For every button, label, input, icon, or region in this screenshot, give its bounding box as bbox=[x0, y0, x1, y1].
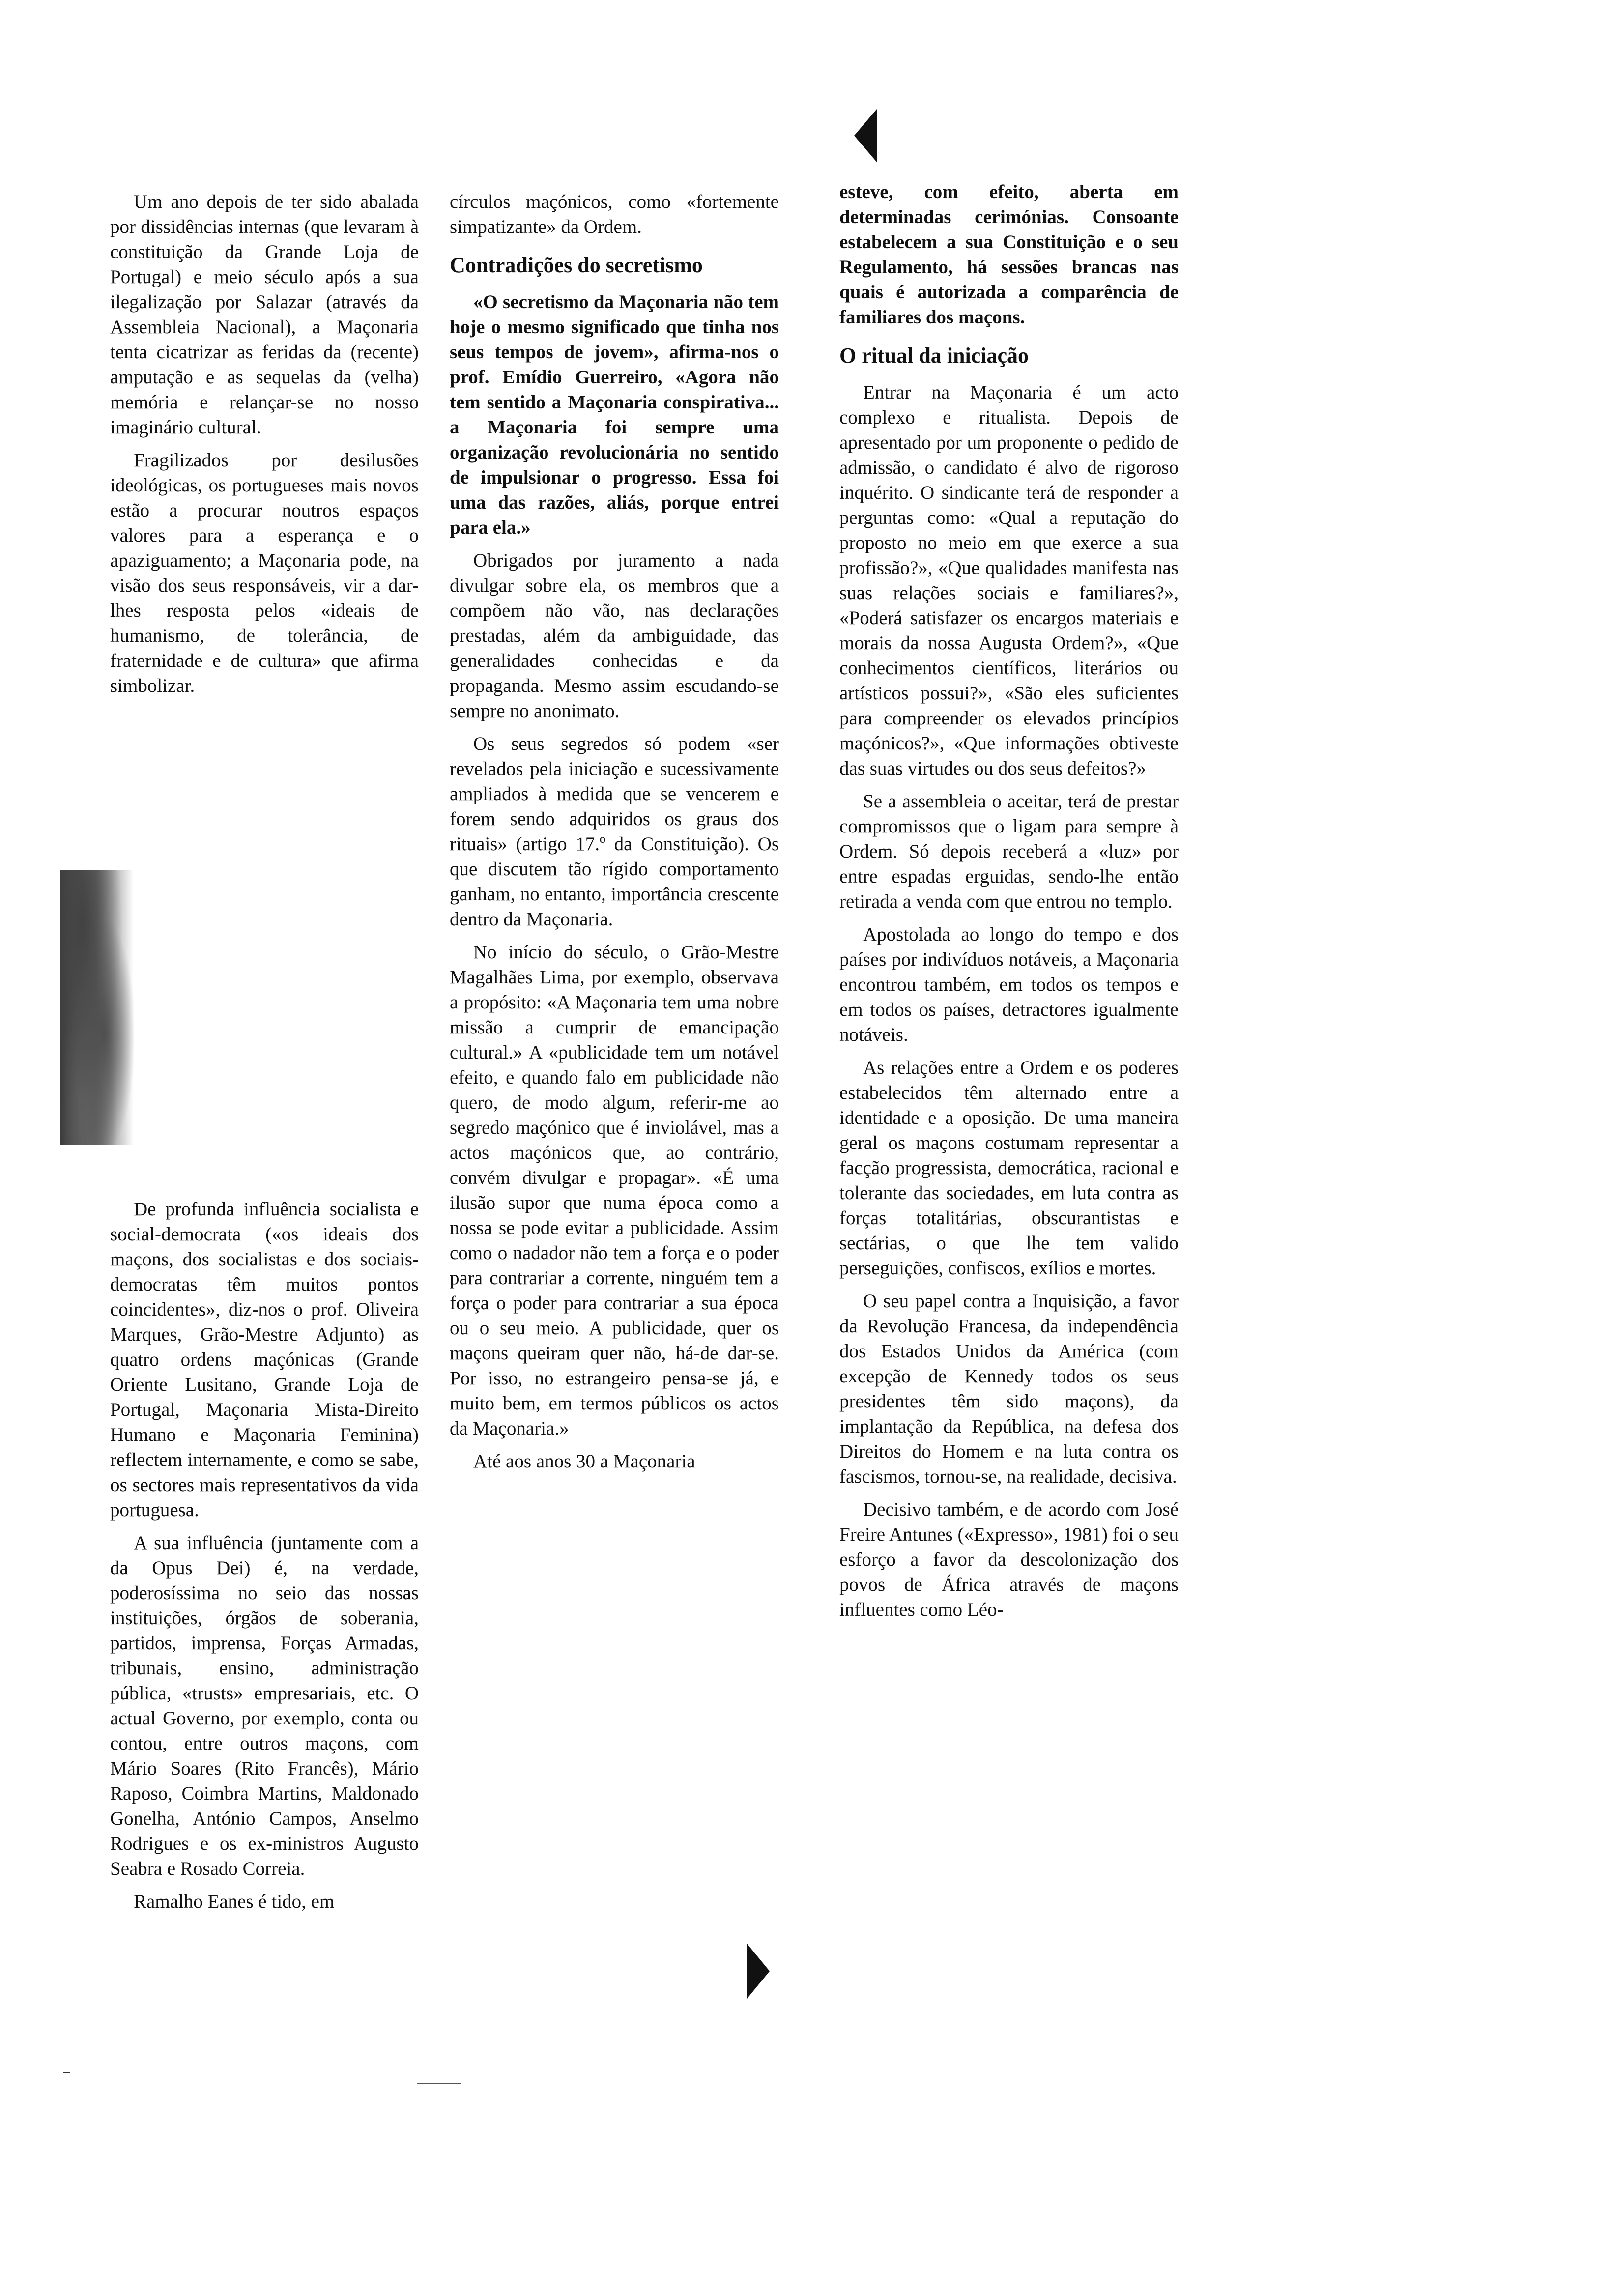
paragraph: Entrar na Maçonaria é um acto complexo e ritualista. Depois de apresentado por um proponente o pedido de admissão, o candidato é alvo de rigoroso inquérito. O sindicante terá de responder a perguntas como: «Qual a reputação do proposto no meio em que exerce a sua profissão?», «Que qualidades manifesta nas suas relações sociais e familiares?», «Poderá satisfazer os encargos materiais e morais da nossa Augusta Ordem?», «Que conhecimentos científicos, literários ou artísticos possui?», «São eles suficientes para compreender os elevados princípios maçónicos?», «Que informações obtiveste das suas virtudes ou dos seus defeitos?» bbox=[839, 382, 1179, 779]
column-1-bottom bbox=[110, 1197, 419, 1922]
paragraph: O seu papel contra a Inquisição, a favor da Revolução Francesa, da independência dos Estados Unidos da América (com excepção de Kennedy todos os seus presidentes têm sido maçons), da implantação da República, na defesa dos Direitos do Homem e na luta contra os fascismos, tornou-se, na realidade, decisiva. bbox=[839, 1291, 1179, 1487]
paragraph: Obrigados por juramento a nada divulgar sobre ela, os membros que a compõem não vão, nas declarações prestadas, além da ambiguidade, das generalidades conhecidas e da propaganda. Mesmo assim escudando-se sempre no anonimato. bbox=[450, 550, 779, 721]
paragraph: Decisivo também, e de acordo com José Freire Antunes («Expresso», 1981) foi o seu esforço a favor da descolonização dos povos de África através de maçons influentes como Léo- bbox=[839, 1499, 1179, 1620]
paragraph: Um ano depois de ter sido abalada por dissidências internas (que levaram à constituição da Grande Loja de Portugal) e meio século após a sua ilegalização por Salazar (através da Assembleia Nacional), a Maçonaria tenta cicatrizar as feridas da (recente) amputação e as sequelas da (velha) memória e relançar-se no nosso imaginário cultural. bbox=[110, 191, 419, 438]
column-2 bbox=[450, 189, 779, 1482]
paragraph: No início do século, o Grão-Mestre Magalhães Lima, por exemplo, observava a propósito: «A Maçonaria tem uma nobre missão a cumprir de emancipação cultural.» A «publicidade tem um notável efeito, e quando falo em publicidade não quero, de modo algum, referir-me ao segredo maçónico que é inviolável, mas a actos maçónicos que, ao contrário, convém divulgar e propagar». «É uma ilusão supor que numa época como a nossa se pode evitar a publicidade. Assim como o nadador não tem a força e o poder para contrariar a corrente, ninguém tem a força o poder para contrariar a sua época ou o seu meio. A publicidade, quer os maçons queiram quer não, há-de dar-se. Por isso, no estrangeiro pensa-se já, e muito bem, em termos públicos os actos da Maçonaria.» bbox=[450, 942, 779, 1439]
paragraph: A sua influência (juntamente com a da Opus Dei) é, na verdade, poderosíssima no seio das nossas instituições, órgãos de soberania, partidos, imprensa, Forças Armadas, tribunais, ensino, administração pública, «trusts» empresariais, etc. O actual Governo, por exemplo, conta ou contou, entre outros maçons, com Mário Soares (Rito Francês), Mário Raposo, Coimbra Martins, Maldonado Gonelha, António Campos, Anselmo Rodrigues e os ex-ministros Augusto Seabra e Rosado Correia. bbox=[110, 1532, 419, 1879]
column-3 bbox=[839, 179, 1179, 1630]
paragraph: As relações entre a Ordem e os poderes estabelecidos têm alternado entre a identidade e a oposição. De uma maneira geral os maçons costumam representar a facção progressista, democrática, racional e tolerante das sociedades, em luta contra as forças totalitárias, obscurantistas e sectárias, o que lhe tem valido perseguições, confiscos, exílios e mortes. bbox=[839, 1057, 1179, 1279]
paragraph: Apostolada ao longo do tempo e dos países por indivíduos notáveis, a Maçonaria encontrou também, em todos os tempos e em todos os países, detractores igualmente notáveis. bbox=[839, 924, 1179, 1045]
paragraph: Fragilizados por desilusões ideológicas, os portugueses mais novos estão a procurar noutros espaços valores para a esperança e o apaziguamento; a Maçonaria pode, na visão dos seus responsáveis, vir a dar-lhes resposta pelos «ideais de humanismo, de tolerância, de fraternidade e de cultura» que afirma simbolizar. bbox=[110, 450, 419, 696]
paragraph: Até aos anos 30 a Maçonaria bbox=[473, 1451, 695, 1472]
edge-mark bbox=[63, 2072, 70, 2073]
paragraph: Os seus segredos só podem «ser revelados pela iniciação e sucessivamente ampliados à medida que se vencerem e forem sendo adquiridos os graus dos rituais» (artigo 17.º da Constituição). Os que discutem tão rígido comportamento ganham, no entanto, importância crescente dentro da Maçonaria. bbox=[450, 733, 779, 930]
continuation-rule bbox=[417, 2083, 461, 2084]
paragraph: De profunda influência socialista e social-democrata («os ideais dos maçons, dos socialistas e dos sociais-democratas têm muitos pontos coincidentes», diz-nos o prof. Oliveira Marques, Grão-Mestre Adjunto) as quatro ordens maçónicas (Grande Oriente Lusitano, Grande Loja de Portugal, Maçonaria Mista-Direito Humano e Maçonaria Feminina) reflectem internamente, e como se sabe, os sectores mais representativos da vida portuguesa. bbox=[110, 1199, 419, 1521]
column-1-top bbox=[110, 189, 419, 706]
section-heading: Contradições do secretismo bbox=[450, 253, 703, 277]
paragraph: «O secretismo da Maçonaria não tem hoje o mesmo significado que tinha nos seus tempos de jovem», afirma-nos o prof. Emídio Guerreiro, «Agora não tem sentido a Maçonaria conspirativa... a Maçonaria foi sempre uma organização revolucionária no sentido de impulsionar o progresso. Essa foi uma das razões, aliás, porque entrei para ela.» bbox=[450, 291, 779, 538]
previous-page-arrow-icon[interactable] bbox=[854, 109, 877, 162]
paragraph: círculos maçónicos, como «fortemente simpatizante» da Ordem. bbox=[450, 191, 779, 237]
photo-fragment bbox=[60, 870, 134, 1145]
section-heading: O ritual da iniciação bbox=[839, 344, 1029, 368]
paragraph: Se a assembleia o aceitar, terá de prestar compromissos que o ligam para sempre à Ordem. Só depois receberá a «luz» por entre espadas erguidas, sendo-lhe então retirada a venda com que entrou no templo. bbox=[839, 791, 1179, 912]
paragraph: esteve, com efeito, aberta em determinadas cerimónias. Consoante estabelecem a sua Constituição e o seu Regulamento, há sessões brancas nas quais é autorizada a comparência de familiares dos maçons. bbox=[839, 181, 1179, 328]
paragraph: Ramalho Eanes é tido, em bbox=[134, 1891, 335, 1912]
next-page-arrow-icon[interactable] bbox=[747, 1944, 770, 1999]
